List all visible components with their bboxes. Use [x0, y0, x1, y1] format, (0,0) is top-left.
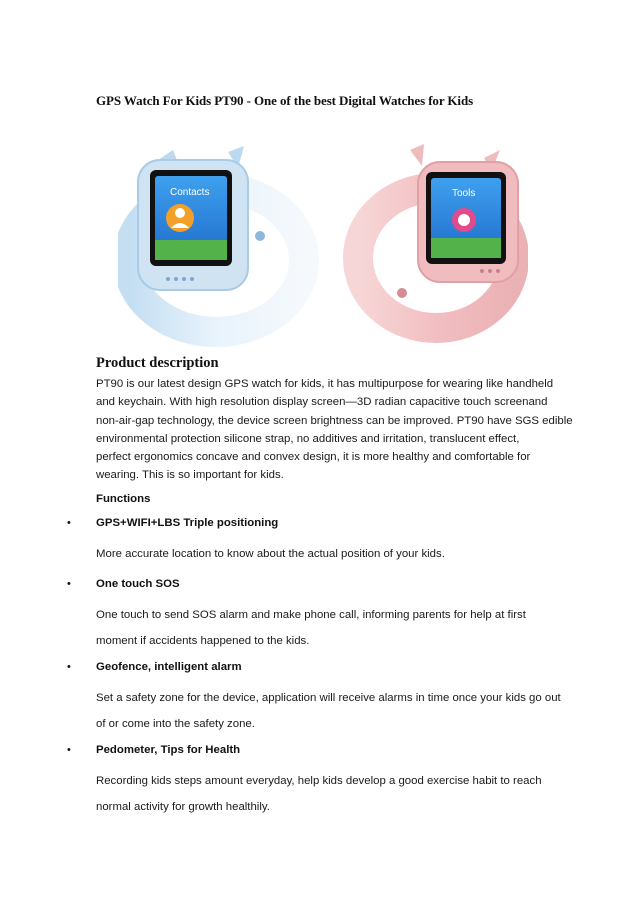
- description-line: non-air-gap technology, the device screen brightness can be improved. PT90 have SGS edible: [96, 414, 573, 427]
- blue-watch-screen-label: Contacts: [170, 187, 210, 198]
- description-line: and keychain. With high resolution display screen—3D radian capacitive touch screenand: [96, 396, 548, 409]
- feature-title-pedometer: Pedometer, Tips for Health: [96, 744, 241, 756]
- feature-text-geofence: [96, 685, 561, 737]
- blue-watch: [128, 146, 304, 332]
- product-image: [118, 140, 528, 352]
- feature-line: of or come into the safety zone.: [96, 718, 255, 730]
- product-description-text: [96, 375, 573, 485]
- description-line: wearing. This is so important for kids.: [96, 469, 284, 482]
- product-description-heading: Product description: [96, 355, 219, 371]
- feature-line: Set a safety zone for the device, application will receive alarms in time once your kids go out: [96, 692, 561, 704]
- pink-watch-screen-label: Tools: [452, 188, 476, 199]
- feature-title-geofence: Geofence, intelligent alarm: [96, 661, 242, 673]
- feature-line: Recording kids steps amount everyday, help kids develop a good exercise habit to reach: [96, 775, 542, 787]
- feature-line: More accurate location to know about the actual position of your kids.: [96, 548, 445, 560]
- feature-title-sos: One touch SOS: [96, 578, 180, 590]
- feature-text-sos: [96, 602, 546, 654]
- feature-title-gps: GPS+WIFI+LBS Triple positioning: [96, 517, 279, 529]
- feature-line: moment if accidents happened to the kids.: [96, 635, 310, 647]
- functions-heading: Functions: [96, 493, 151, 505]
- bullet-icon: •: [67, 744, 71, 756]
- description-line: PT90 is our latest design GPS watch for kids, it has multipurpose for wearing like handheld: [96, 378, 554, 390]
- feature-text-gps: [96, 541, 546, 567]
- feature-line: normal activity for growth healthily.: [96, 801, 270, 813]
- feature-line: One touch to send SOS alarm and make phone call, informing parents for help at first: [96, 609, 526, 621]
- page-title: GPS Watch For Kids PT90 - One of the best Digital Watches for Kids: [96, 93, 474, 108]
- description-line: perfect ergonomics concave and convex design, it is more healthy and comfortable for: [96, 451, 531, 464]
- pink-watch: [358, 144, 518, 328]
- bullet-icon: •: [67, 661, 71, 673]
- bullet-icon: •: [67, 517, 71, 529]
- feature-text-pedometer: [96, 768, 546, 820]
- bullet-icon: •: [67, 578, 71, 590]
- description-line: environmental protection silicone strap, no additives and irritation, translucent effect,: [96, 432, 520, 445]
